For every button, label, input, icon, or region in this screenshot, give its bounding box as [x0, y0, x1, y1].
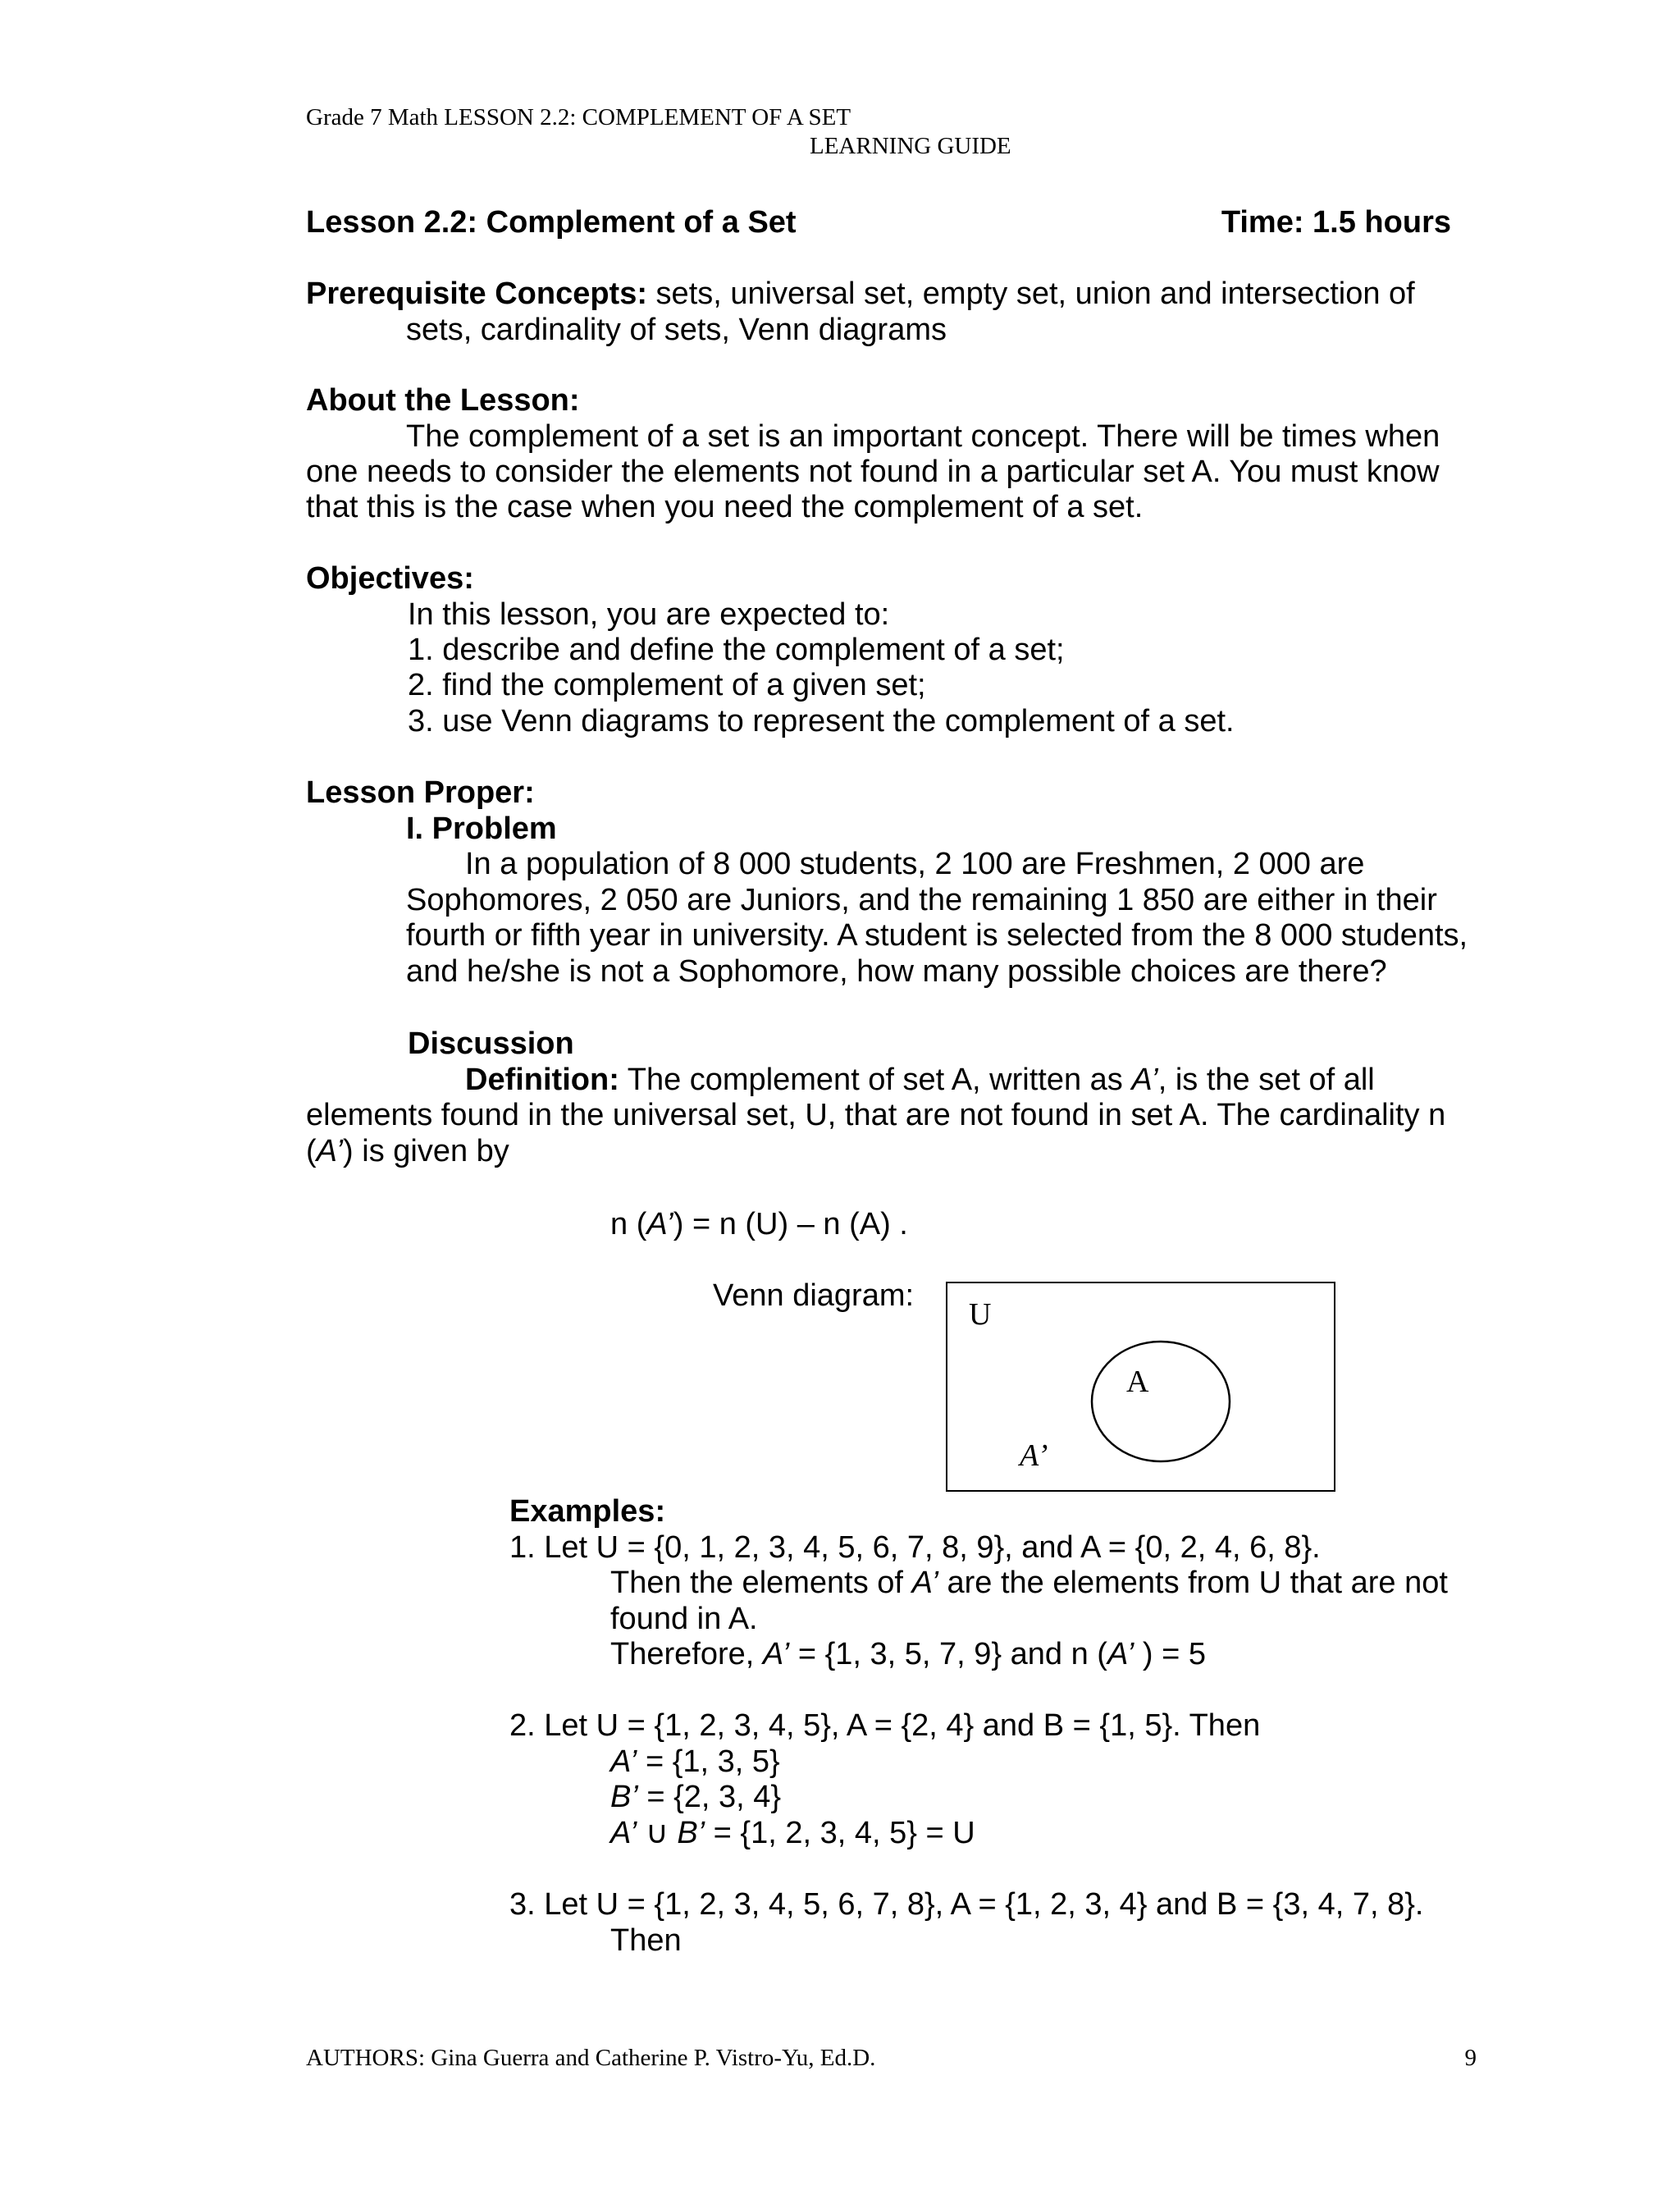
running-header-subtitle: LEARNING GUIDE — [810, 133, 1011, 159]
running-header: Grade 7 Math LESSON 2.2: COMPLEMENT OF A SET — [306, 104, 851, 130]
example-1-line: 1. Let U = {0, 1, 2, 3, 4, 5, 6, 7, 8, 9}, and A = {0, 2, 4, 6, 8}. — [509, 1530, 1321, 1565]
lesson-proper-heading: Lesson Proper: — [306, 775, 535, 810]
example-1-line: Then the elements of A’ are the elements from U that are not — [610, 1566, 1448, 1600]
definition-line: elements found in the universal set, U, that are not found in set A. The cardinality n — [306, 1098, 1446, 1132]
problem-line: and he/she is not a Sophomore, how many possible choices are there? — [406, 954, 1387, 989]
definition-line: Definition: The complement of set A, written as A’, is the set of all — [465, 1063, 1375, 1097]
example-2-line: B’ = {2, 3, 4} — [610, 1780, 782, 1814]
footer-authors: AUTHORS: Gina Guerra and Catherine P. Vistro-Yu, Ed.D. — [306, 2045, 876, 2071]
discussion-heading: Discussion — [408, 1026, 574, 1061]
example-1-line: Therefore, A’ = {1, 3, 5, 7, 9} and n (A’ ) = 5 — [610, 1637, 1206, 1671]
lesson-title: Lesson 2.2: Complement of a Set — [306, 205, 797, 240]
example-3-line: Then — [610, 1923, 682, 1958]
objective-item: 3. use Venn diagrams to represent the complement of a set. — [408, 704, 1235, 738]
objective-item: 1. describe and define the complement of a set; — [408, 633, 1065, 667]
cardinality-formula: n (A’) = n (U) – n (A) . — [610, 1207, 908, 1241]
problem-line: Sophomores, 2 050 are Juniors, and the remaining 1 850 are either in their — [406, 883, 1437, 917]
lesson-time: Time: 1.5 hours — [1221, 205, 1451, 240]
objectives-heading: Objectives: — [306, 561, 474, 596]
definition-line: (A’) is given by — [306, 1134, 509, 1168]
prerequisite-label: Prerequisite Concepts: — [306, 277, 647, 311]
prerequisite-text-cont: sets, cardinality of sets, Venn diagrams — [406, 313, 947, 347]
definition-label: Definition: — [465, 1063, 619, 1097]
complement-symbol: A’ — [316, 1134, 344, 1168]
prerequisite-line — [306, 276, 1415, 312]
set-a-circle — [1092, 1342, 1230, 1461]
example-3-line: 3. Let U = {1, 2, 3, 4, 5, 6, 7, 8}, A = {1, 2, 3, 4} and B = {3, 4, 7, 8}. — [509, 1887, 1424, 1922]
example-2-line: A’ ∪ B’ = {1, 2, 3, 4, 5} = U — [610, 1816, 975, 1850]
about-heading: About the Lesson: — [306, 383, 580, 418]
example-2-line: A’ = {1, 3, 5} — [610, 1744, 780, 1779]
page-number: 9 — [1464, 2045, 1477, 2071]
examples-heading: Examples: — [509, 1494, 666, 1529]
objectives-intro: In this lesson, you are expected to: — [408, 597, 890, 632]
prerequisite-text: sets, universal set, empty set, union and intersection of — [647, 277, 1415, 311]
complement-symbol: A’ — [1131, 1063, 1158, 1097]
problem-heading: I. Problem — [406, 812, 557, 846]
universe-label: U — [969, 1297, 992, 1332]
problem-line: fourth or fifth year in university. A student is selected from the 8 000 students, — [406, 918, 1468, 953]
about-line: one needs to consider the elements not found in a particular set A. You must know — [306, 455, 1440, 489]
about-line: that this is the case when you need the complement of a set. — [306, 490, 1144, 524]
set-a-label: A — [1126, 1365, 1149, 1399]
complement-label: A’ — [1020, 1438, 1048, 1473]
venn-diagram — [946, 1282, 1335, 1492]
venn-diagram-label: Venn diagram: — [713, 1278, 915, 1313]
problem-line: In a population of 8 000 students, 2 100 are Freshmen, 2 000 are — [465, 847, 1365, 881]
objective-item: 2. find the complement of a given set; — [408, 668, 926, 702]
example-2-line: 2. Let U = {1, 2, 3, 4, 5}, A = {2, 4} and B = {1, 5}. Then — [509, 1708, 1261, 1743]
example-1-line: found in A. — [610, 1602, 758, 1636]
about-line: The complement of a set is an important concept. There will be times when — [406, 419, 1440, 454]
